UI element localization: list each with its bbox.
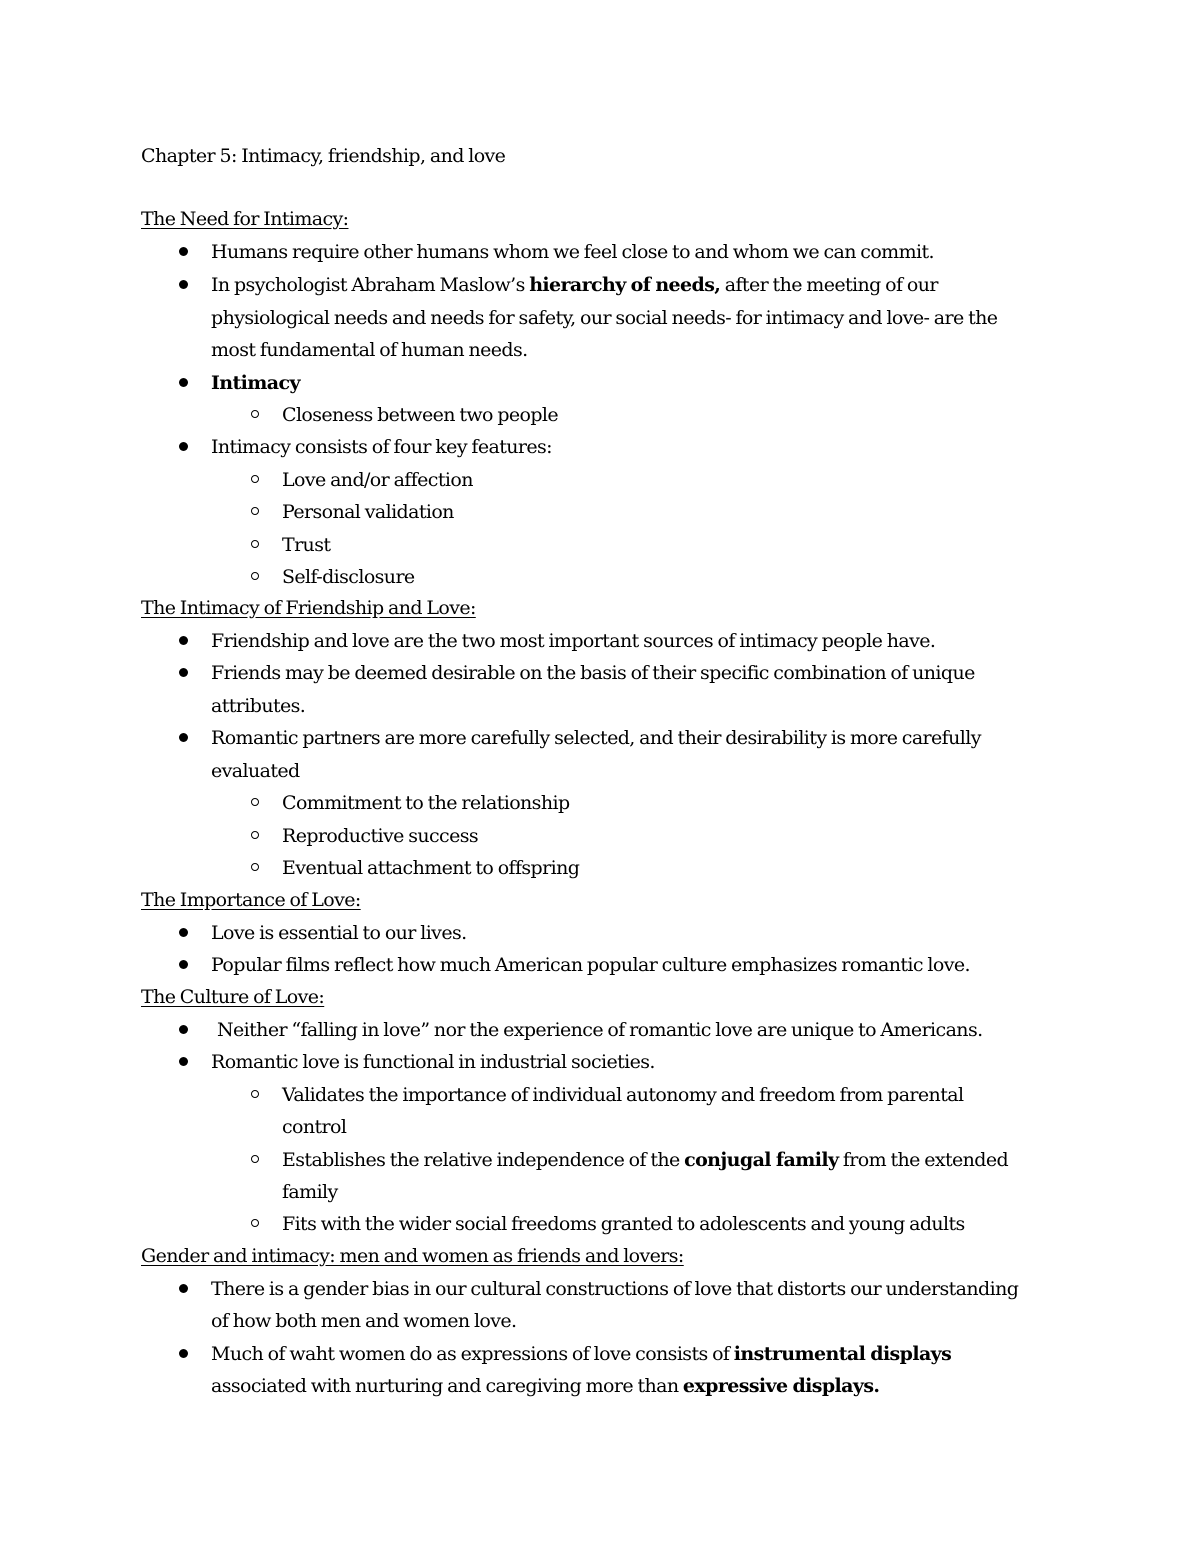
sub-list-item-continuation: control (282, 1116, 347, 1138)
list-item: In psychologist Abraham Maslow’s hierarchy of needs, after the meeting of our (211, 274, 938, 296)
list-item-term: Intimacy (211, 372, 300, 394)
list-item-continuation: attributes. (211, 695, 306, 717)
bullet-icon (179, 442, 188, 451)
bullet-icon (179, 733, 188, 742)
bullet-icon (179, 1284, 188, 1293)
section-heading-importance-of-love: The Importance of Love: (141, 889, 361, 911)
sub-list-item: Closeness between two people (282, 404, 559, 426)
section-heading-gender-and-intimacy: Gender and intimacy: men and women as friends and lovers: (141, 1245, 684, 1267)
circle-bullet-icon (251, 507, 259, 515)
bullet-icon (179, 378, 188, 387)
list-item-continuation: most fundamental of human needs. (211, 339, 528, 361)
bullet-icon (179, 1025, 188, 1034)
circle-bullet-icon (251, 1090, 259, 1098)
list-item: Friendship and love are the two most important sources of intimacy people have. (211, 630, 936, 652)
list-item: Much of waht women do as expressions of love consists of instrumental displays (211, 1343, 952, 1365)
sub-list-item: Commitment to the relationship (282, 792, 570, 814)
circle-bullet-icon (251, 798, 259, 806)
bullet-icon (179, 668, 188, 677)
bold-term: conjugal family (684, 1149, 839, 1171)
section-heading-friendship-and-love: The Intimacy of Friendship and Love: (141, 597, 476, 619)
list-item: Romantic love is functional in industrial societies. (211, 1051, 655, 1073)
list-item: Humans require other humans whom we feel close to and whom we can commit. (211, 241, 934, 263)
bullet-icon (179, 636, 188, 645)
circle-bullet-icon (251, 410, 259, 418)
bold-term: expressive displays. (682, 1375, 880, 1397)
sub-list-item: Trust (282, 534, 331, 556)
sub-list-item: Establishes the relative independence of the conjugal family from the extended (282, 1149, 1009, 1171)
bullet-icon (179, 960, 188, 969)
list-item: Romantic partners are more carefully selected, and their desirability is more carefully (211, 727, 981, 749)
list-item-continuation: of how both men and women love. (211, 1310, 517, 1332)
circle-bullet-icon (251, 1155, 259, 1163)
bullet-icon (179, 247, 188, 256)
circle-bullet-icon (251, 540, 259, 548)
sub-list-item: Self-disclosure (282, 566, 415, 588)
sub-list-item-continuation: family (282, 1181, 338, 1203)
bold-term: instrumental displays (733, 1343, 952, 1365)
list-item-continuation: physiological needs and needs for safety, our social needs- for intimacy and love- are the (211, 307, 998, 329)
circle-bullet-icon (251, 831, 259, 839)
list-item: Neither “falling in love” nor the experience of romantic love are unique to Americans. (217, 1019, 983, 1041)
circle-bullet-icon (251, 475, 259, 483)
circle-bullet-icon (251, 572, 259, 580)
list-item: Intimacy consists of four key features: (211, 436, 552, 458)
list-item: Friends may be deemed desirable on the basis of their specific combination of unique (211, 662, 975, 684)
sub-list-item: Validates the importance of individual autonomy and freedom from parental (282, 1084, 964, 1106)
section-heading-culture-of-love: The Culture of Love: (141, 986, 325, 1008)
sub-list-item: Personal validation (282, 501, 454, 523)
section-heading-need-for-intimacy: The Need for Intimacy: (141, 208, 349, 230)
list-item-continuation: evaluated (211, 760, 300, 782)
bullet-icon (179, 928, 188, 937)
sub-list-item: Reproductive success (282, 825, 479, 847)
list-item: Love is essential to our lives. (211, 922, 467, 944)
circle-bullet-icon (251, 863, 259, 871)
bold-term: hierarchy of needs, (529, 274, 721, 296)
list-item: Popular films reflect how much American popular culture emphasizes romantic love. (211, 954, 970, 976)
bullet-icon (179, 280, 188, 289)
bullet-icon (179, 1057, 188, 1066)
sub-list-item: Eventual attachment to offspring (282, 857, 580, 879)
circle-bullet-icon (251, 1219, 259, 1227)
sub-list-item: Fits with the wider social freedoms granted to adolescents and young adults (282, 1213, 965, 1235)
bullet-icon (179, 1349, 188, 1358)
sub-list-item: Love and/or affection (282, 469, 473, 491)
list-item: There is a gender bias in our cultural constructions of love that distorts our understanding (211, 1278, 1019, 1300)
list-item-continuation: associated with nurturing and caregiving more than expressive displays. (211, 1375, 880, 1397)
page-title: Chapter 5: Intimacy, friendship, and love (141, 145, 506, 167)
